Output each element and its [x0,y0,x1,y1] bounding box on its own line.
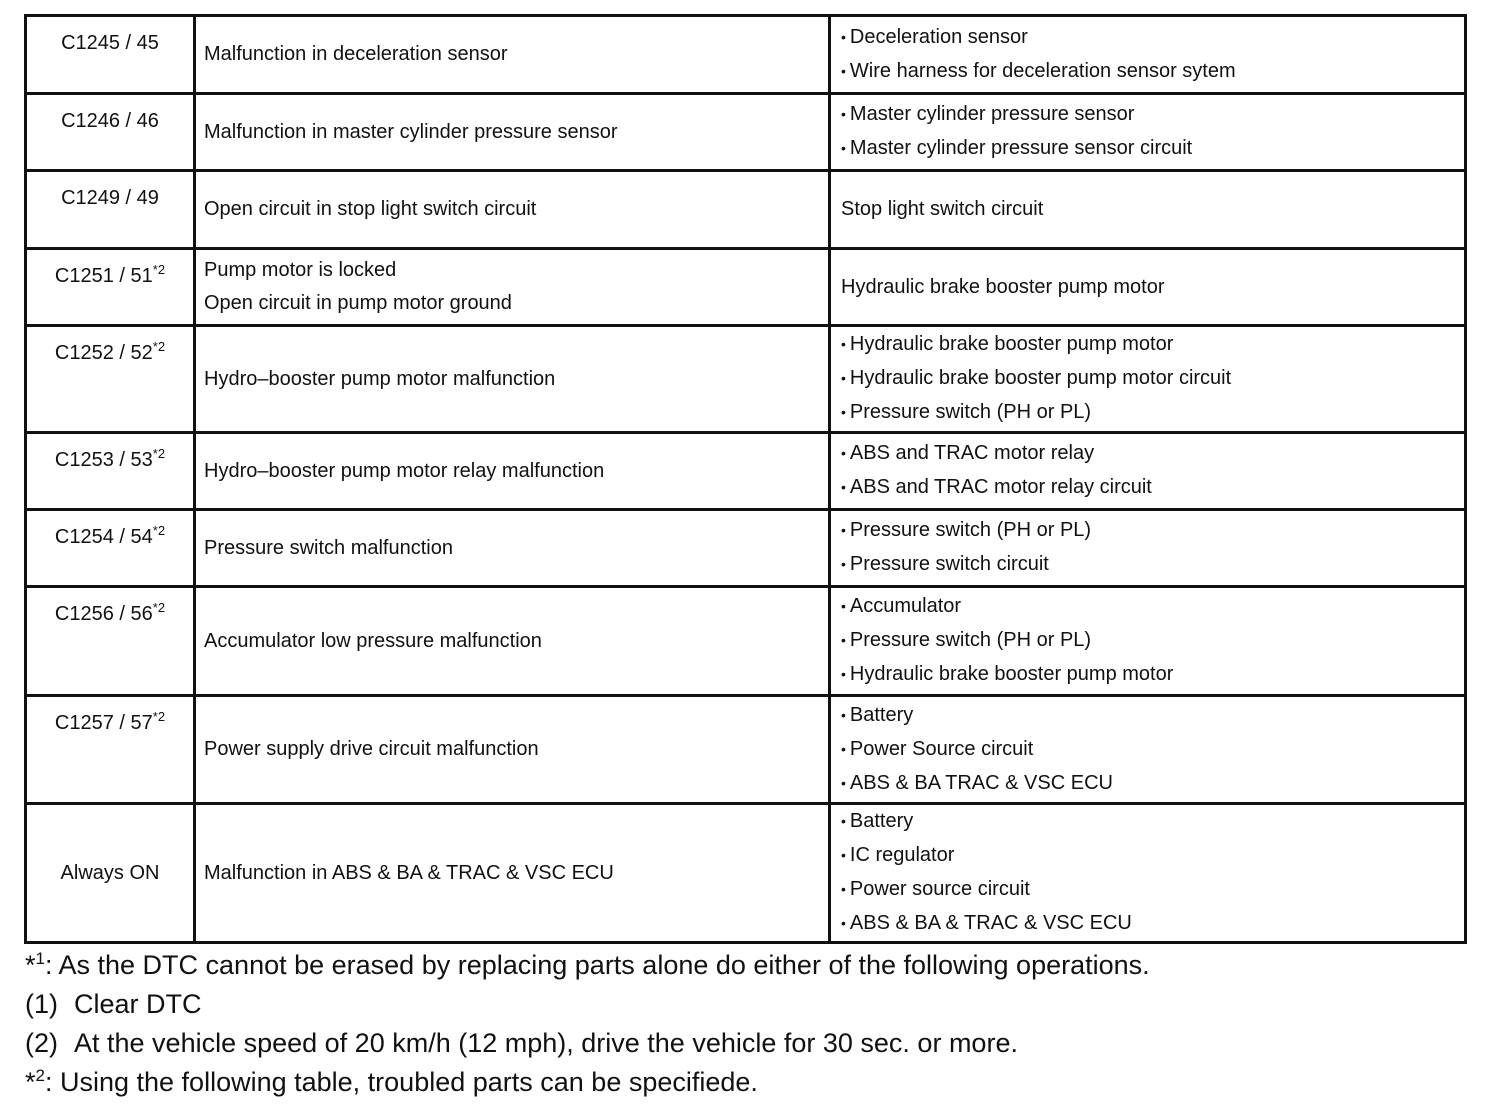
trouble-area-item: • ABS & BA TRAC & VSC ECU [841,767,1464,801]
detection-item-cell [195,804,830,943]
detection-item-cell [195,510,830,587]
trouble-area-item: • ABS and TRAC motor relay circuit [841,471,1464,505]
dtc-code: Always ON [60,861,160,884]
dtc-code-cell [26,433,195,510]
dtc-code: C1256 / 56 [54,603,153,625]
trouble-area-item: Hydraulic brake booster pump motor [841,275,1165,298]
trouble-area-cell [830,433,1466,510]
footnote-ref: *2 [152,339,166,354]
dtc-table-body [26,16,1466,943]
footnote-mark: * [25,950,36,980]
footnote-text: : As the DTC cannot be erased by replacing parts alone do either of the following operations. [44,950,1150,980]
table-row [26,94,1466,171]
footnote-step-2 [25,1024,1150,1063]
detection-item-cell [195,433,830,510]
trouble-area-item: • Wire harness for deceleration sensor sytem [841,55,1464,89]
trouble-area-item: • IC regulator [841,839,1464,873]
dtc-code-cell [26,587,195,696]
trouble-area-item: • Hydraulic brake booster pump motor circuit [841,362,1464,396]
detection-item-cell [195,587,830,696]
dtc-code: C1251 / 51 [54,265,153,287]
dtc-code: C1257 / 57 [54,712,153,734]
trouble-area-cell [830,94,1466,171]
trouble-area-cell [830,171,1466,249]
footnotes [25,946,1150,1102]
table-row [26,171,1466,249]
detection-item-line: Pump motor is locked [204,259,397,281]
trouble-area-cell [830,510,1466,587]
dtc-code-cell [26,326,195,433]
dtc-code: C1249 / 49 [61,187,159,209]
dtc-code-cell [26,804,195,943]
dtc-code-cell [26,249,195,326]
trouble-area-item: • Power Source circuit [841,733,1464,767]
detection-item-line: Power supply drive circuit malfunction [204,738,539,760]
dtc-code-cell [26,510,195,587]
footnote-ref: *2 [152,523,166,538]
detection-item-line: Malfunction in master cylinder pressure sensor [204,120,618,143]
step-text: At the vehicle speed of 20 km/h (12 mph), drive the vehicle for 30 sec. or more. [74,1028,1018,1058]
footnote-ref: *2 [152,262,166,277]
footnote-mark: * [25,1067,36,1097]
detection-item-cell [195,249,830,326]
trouble-area-item: • ABS & BA & TRAC & VSC ECU [841,907,1464,941]
trouble-area-item: • Accumulator [841,590,1464,624]
trouble-area-item: • Pressure switch (PH or PL) [841,624,1464,658]
detection-item-cell [195,696,830,804]
trouble-area-item: • Hydraulic brake booster pump motor [841,328,1464,362]
trouble-area-item: • Battery [841,699,1464,733]
detection-item-line: Pressure switch malfunction [204,536,453,559]
table-row [26,804,1466,943]
trouble-area-cell [830,326,1466,433]
table-row [26,433,1466,510]
table-row [26,587,1466,696]
dtc-code: C1252 / 52 [54,342,153,364]
trouble-area-cell [830,249,1466,326]
footnote-step-1 [25,985,1150,1024]
trouble-area-item: • Hydraulic brake booster pump motor [841,658,1464,692]
detection-item-line: Hydro–booster pump motor relay malfunction [204,459,605,482]
detection-item-cell [195,171,830,249]
trouble-area-item: • Pressure switch circuit [841,548,1464,582]
step-number: (1) [25,989,58,1019]
trouble-area-cell [830,804,1466,943]
dtc-code: C1254 / 54 [54,526,153,548]
trouble-area-item: • Pressure switch (PH or PL) [841,514,1464,548]
table-row [26,326,1466,433]
step-number: (2) [25,1028,58,1058]
detection-item-line: Accumulator low pressure malfunction [204,629,542,652]
dtc-code: C1246 / 46 [61,110,159,132]
trouble-area-item: • Master cylinder pressure sensor [841,98,1464,132]
trouble-area-cell [830,16,1466,94]
step-text: Clear DTC [74,989,202,1019]
trouble-area-cell [830,696,1466,804]
trouble-area-item: • Master cylinder pressure sensor circuit [841,132,1464,166]
dtc-code: C1253 / 53 [54,449,153,471]
dtc-table [24,14,1467,944]
footnote-2 [25,1063,1150,1102]
trouble-area-item: • Power source circuit [841,873,1464,907]
table-row [26,510,1466,587]
trouble-area-item: Stop light switch circuit [841,198,1044,220]
footnote-ref: *2 [152,446,166,461]
detection-item-cell [195,326,830,433]
detection-item-line: Malfunction in deceleration sensor [204,43,508,65]
detection-item-line: Open circuit in stop light switch circuit [204,198,537,220]
trouble-area-item: • Deceleration sensor [841,21,1464,55]
footnote-1 [25,946,1150,985]
footnote-ref: *2 [152,709,166,724]
detection-item-line: Open circuit in pump motor ground [204,292,512,314]
footnote-number: 1 [35,949,45,968]
footnote-number: 2 [35,1066,45,1085]
dtc-code-cell [26,16,195,94]
detection-item-line: Hydro–booster pump motor malfunction [204,367,556,390]
trouble-area-cell [830,587,1466,696]
footnote-ref: *2 [152,600,166,615]
trouble-area-item: • Battery [841,805,1464,839]
detection-item-cell [195,94,830,171]
detection-item-cell [195,16,830,94]
dtc-code: C1245 / 45 [61,32,159,54]
trouble-area-item: • Pressure switch (PH or PL) [841,396,1464,430]
trouble-area-item: • ABS and TRAC motor relay [841,437,1464,471]
dtc-code-cell [26,94,195,171]
detection-item-line: Malfunction in ABS & BA & TRAC & VSC ECU [204,861,614,884]
dtc-code-cell [26,171,195,249]
dtc-code-cell [26,696,195,804]
table-row [26,249,1466,326]
table-row [26,696,1466,804]
footnote-text: : Using the following table, troubled parts can be specifiede. [44,1067,758,1097]
table-row [26,16,1466,94]
